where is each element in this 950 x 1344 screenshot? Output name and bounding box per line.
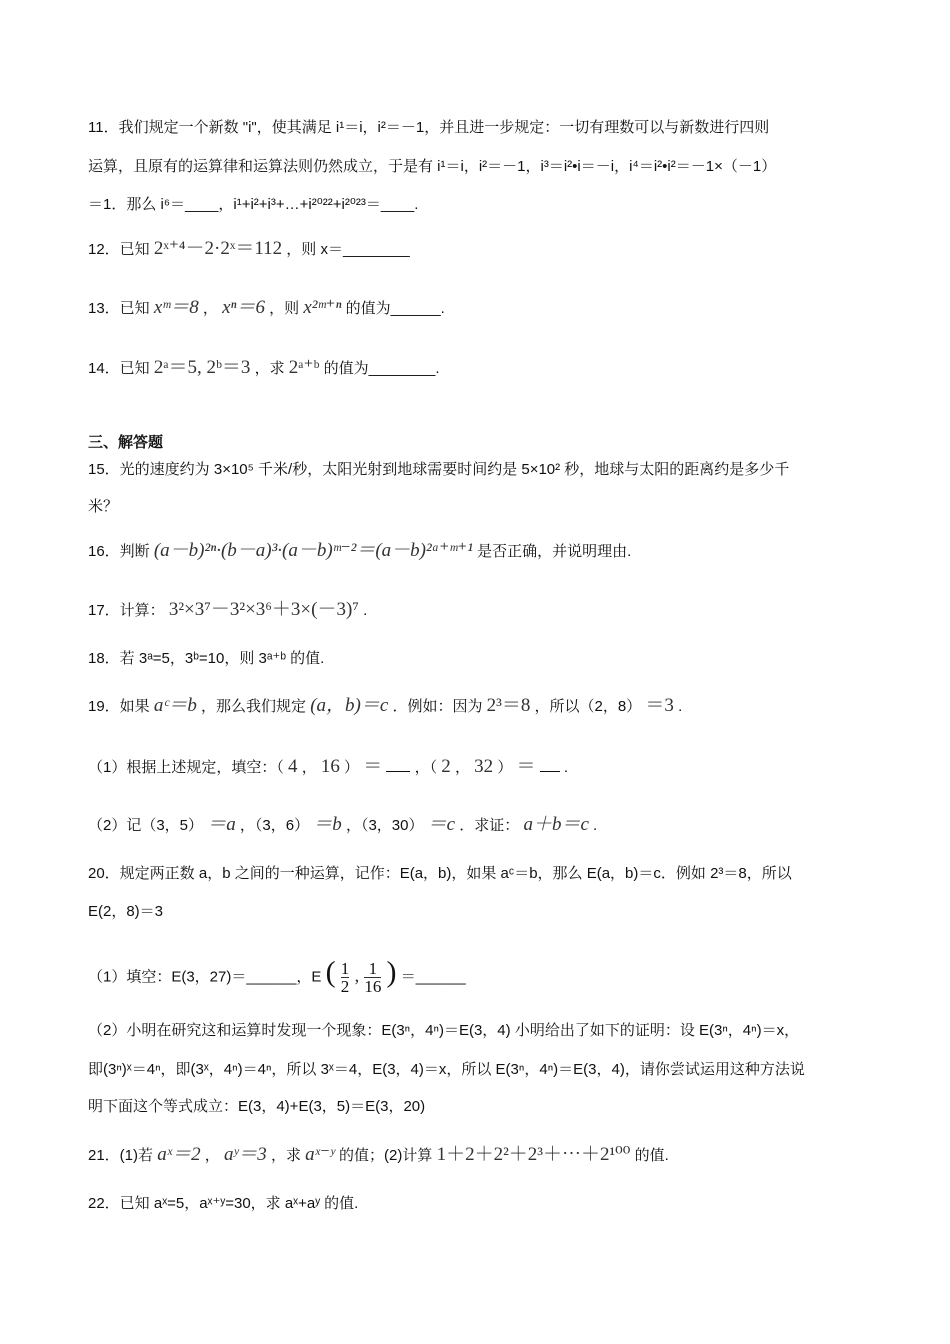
q19-part1 [88, 757, 568, 778]
q11-line2: 运算，且原有的运算律和运算法则仍然成立，于是有 i¹＝i，i²＝－1，i³＝i²•i＝－i，i⁴＝i²•i²＝－1×（－1） [88, 158, 777, 175]
q19-text-1: ，那么我们规定 [201, 698, 307, 715]
q13-label: 13．已知 [88, 300, 150, 317]
q13-math-2: xⁿ＝6 [222, 297, 265, 318]
q19-p1-blank-1[interactable] [386, 771, 410, 772]
q21-text-1: ，求 [270, 1147, 301, 1164]
q19-p1-eq-2: ＝ [516, 756, 536, 777]
q19-p1-close-1: ） [344, 759, 360, 776]
q19-p2-t4: . [593, 817, 598, 834]
q17-math: 3²×3⁷－3²×3⁶＋3×(－3)⁷ [168, 599, 359, 620]
q15-line1: 15．光的速度约为 3×10⁵ 千米/秒，太阳光射到地球需要时间约是 5×10² 秒，地球与太阳的距离约是多少千 [88, 461, 790, 478]
q21-label: 21．(1)若 [88, 1147, 154, 1164]
paren-open-icon: ( [325, 955, 336, 989]
q13-sep: ， [202, 300, 218, 317]
q19-p1-sep: ，（ [414, 759, 438, 776]
q21-sep: ， [204, 1147, 220, 1164]
q20-part2-line2: 即(3ⁿ)ˣ＝4ⁿ，即(3ˣ，4ⁿ)＝4ⁿ，所以 3ˣ＝4，E(3，4)＝x，所以 E(3ⁿ，4ⁿ)＝E(3，4)，请你尝试运用这种方法说 [88, 1061, 805, 1078]
q16 [88, 541, 631, 562]
q14-math-1: 2ᵃ＝5, 2ᵇ＝3 [153, 357, 251, 378]
q20-line2: E(2，8)＝3 [88, 903, 164, 920]
q17-label: 17．计算： [88, 602, 165, 619]
q15-line2: 米？ [88, 498, 119, 515]
q12-math: 2ˣ⁺⁴－2·2ˣ＝112 [153, 238, 283, 259]
q19-text-4: . [678, 698, 683, 715]
q19-p2-text: （2）记（3，5） [88, 817, 204, 834]
q13-math-1: xᵐ＝8 [153, 297, 199, 318]
q12-label: 12．已知 [88, 241, 150, 258]
q21-text-2: 的值；(2)计算 [339, 1147, 433, 1164]
q21-math-1: aˣ＝2 [157, 1144, 201, 1165]
q19-math-1: aᶜ＝b [153, 695, 197, 716]
q13-tail: 的值为______. [345, 300, 445, 317]
q19-math-2: (a，b)＝c [310, 695, 389, 716]
q20-line1: 20．规定两正数 a，b 之间的一种运算，记作：E(a，b)，如果 aᶜ＝b，那么 E(a，b)＝c．例如 2³＝8，所以 [88, 865, 792, 882]
q21-text-3: 的值. [634, 1147, 669, 1164]
q19-p1-c: 2 [441, 756, 451, 777]
q21-math-2: aʸ＝3 [223, 1144, 267, 1165]
q20-frac-comma: , [354, 965, 360, 987]
q19-p2-t3: ．求证： [459, 817, 520, 834]
q17 [88, 600, 367, 621]
q19-p1-comma-1: ， [301, 759, 317, 776]
q14-mid: ，求 [254, 360, 285, 377]
q11-line3: ＝1．那么 i⁶＝____，i¹+i²+i³+…+i²⁰²²+i²⁰²³＝____. [88, 196, 419, 213]
q14-math-2: 2ᵃ⁺ᵇ [288, 357, 320, 378]
q20-part2-line3: 明下面这个等式成立：E(3，4)+E(3，5)＝E(3，20) [88, 1098, 426, 1115]
q20-part1 [88, 955, 466, 996]
q19-p2-eq-c: ＝c [427, 814, 456, 835]
q20-p1-a: （1）填空：E(3，27)＝______，E [88, 968, 322, 986]
q19-p1-b: 16 [320, 756, 340, 777]
q11-line1: 11．我们规定一个新数 "i"，使其满足 i¹＝i，i²＝－1，并且进一步规定：一切有理数可以与新数进行四则 [88, 119, 770, 136]
q19-stem [88, 696, 682, 717]
paren-close-icon: ) [386, 955, 397, 989]
q20-p1-b: ＝______ [400, 968, 466, 986]
q12 [88, 239, 410, 260]
q16-tail: 是否正确，并说明理由. [477, 543, 632, 560]
q19-p2-eq-a: ＝a [207, 814, 236, 835]
q19-p2-eq-b: ＝b [313, 814, 342, 835]
q19-p2-t1: ，（3，6） [239, 817, 310, 834]
q21-math-3: aˣ⁻ʸ [305, 1144, 335, 1165]
section-heading: 三、解答题 [88, 434, 164, 451]
q19-math-4: ＝3 [645, 695, 674, 716]
q13-mid: ，则 [269, 300, 300, 317]
q16-label: 16．判断 [88, 543, 150, 560]
q17-tail: . [363, 602, 368, 619]
q19-p1-close-2: ） [497, 759, 513, 776]
q19-math-3: 2³＝8 [486, 695, 531, 716]
q19-label: 19．如果 [88, 698, 150, 715]
q19-p1-comma-2: ， [454, 759, 470, 776]
q19-p1-end: . [563, 759, 569, 776]
q19-p1-d: 32 [474, 756, 494, 777]
q21 [88, 1145, 669, 1166]
q19-part2 [88, 815, 597, 836]
q14-tail: 的值为________. [323, 360, 440, 377]
q20-fraction-2 [364, 960, 381, 995]
q19-p2-eq-abc: a＋b＝c [523, 814, 589, 835]
q13-math-3: x²ᵐ⁺ⁿ [303, 297, 342, 318]
q12-tail: ，则 x＝________ [286, 241, 410, 258]
q19-p1-blank-2[interactable] [540, 771, 560, 772]
q20-frac1-den: 2 [340, 977, 350, 996]
q18: 18．若 3ᵃ=5，3ᵇ=10，则 3ᵃ⁺ᵇ 的值. [88, 650, 325, 667]
q22: 22．已知 aˣ=5，aˣ⁺ʸ=30，求 aˣ+aʸ 的值. [88, 1195, 359, 1212]
q19-p1-text: （1）根据上述规定，填空：（ [88, 759, 284, 776]
q16-math: (a－b)²ⁿ·(b－a)³·(a－b)ᵐ⁻²＝(a－b)²ᵃ⁺ᵐ⁺¹ [153, 540, 473, 561]
q19-text-3: ，所以（2，8） [534, 698, 642, 715]
q19-p1-a: 4 [288, 756, 298, 777]
q20-frac1-num: 1 [340, 959, 350, 978]
q14 [88, 358, 439, 379]
q19-p1-eq-1: ＝ [363, 756, 383, 777]
q20-frac2-num: 1 [364, 960, 381, 978]
q19-text-2: ．例如：因为 [392, 698, 483, 715]
q20-part2-line1: （2）小明在研究这和运算时发现一个现象：E(3ⁿ，4ⁿ)＝E(3，4) 小明给出了如下的证明：设 E(3ⁿ，4ⁿ)＝x， [88, 1022, 800, 1039]
q20-frac2-den: 16 [364, 977, 382, 996]
q14-label: 14．已知 [88, 360, 150, 377]
q20-fraction-1 [341, 960, 350, 995]
q21-math-4: 1＋2＋2²＋2³＋⋯＋2¹⁰⁰ [436, 1144, 631, 1165]
q19-p2-t2: ，（3，30） [345, 817, 424, 834]
q13 [88, 298, 445, 319]
